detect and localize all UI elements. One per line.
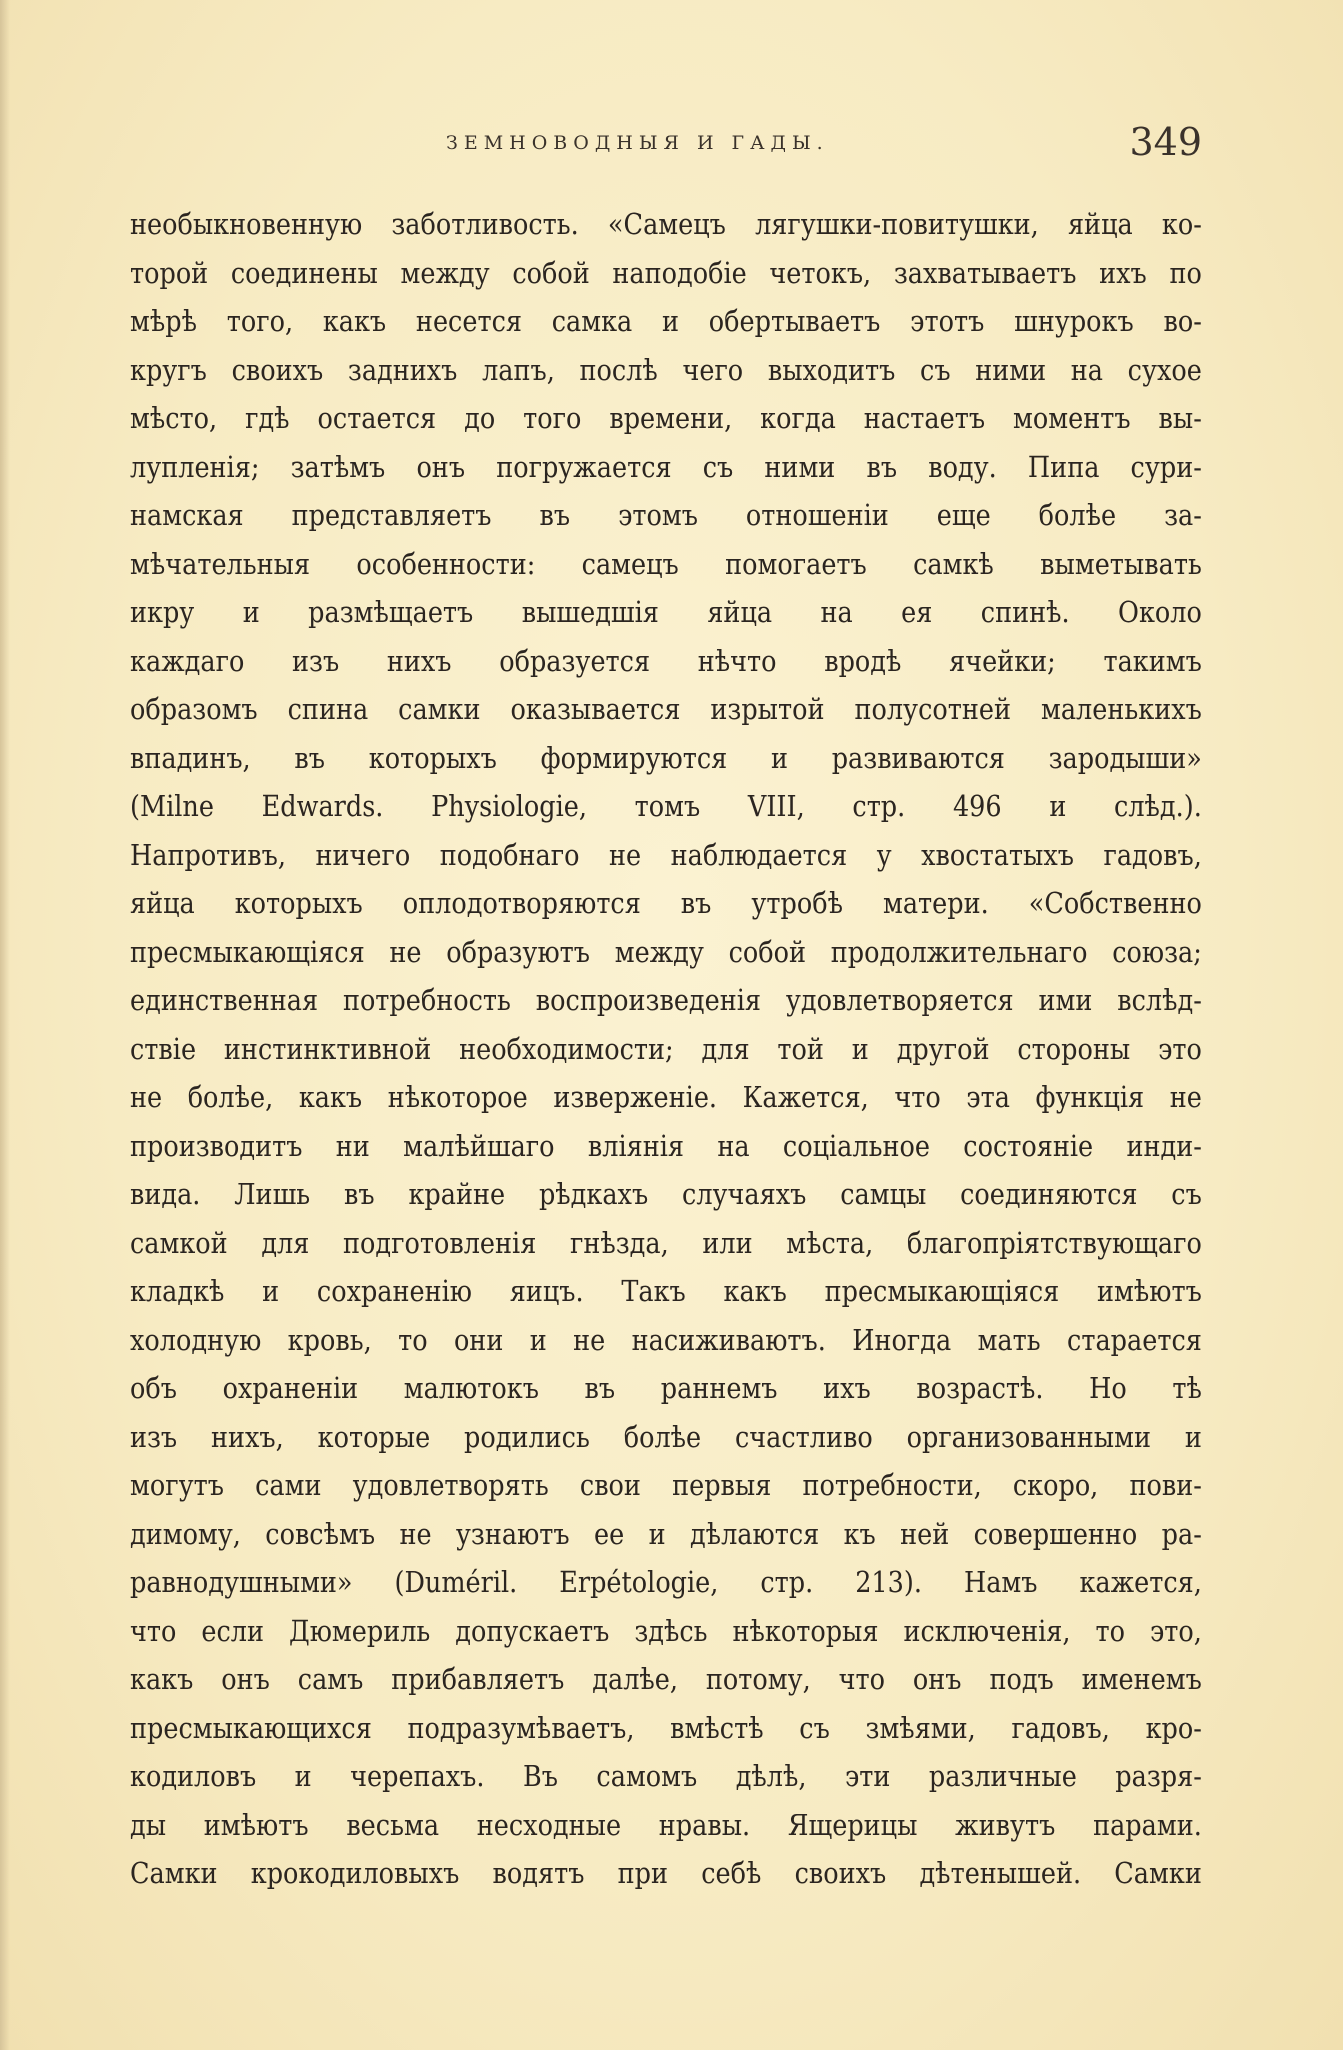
text-line: кодиловъ и черепахъ. Въ самомъ дѣлѣ, эти различные разря- <box>130 1759 1202 1793</box>
text-line: (Milne Edwards. Physiologie, томъ VIII, стр. 496 и слѣд.). <box>130 789 1202 823</box>
text-line: Напротивъ, ничего подобнаго не наблюдается у хвостатыхъ гадовъ, <box>130 837 1202 872</box>
text-line: изъ нихъ, которые родились болѣе счастливо организованными и <box>130 1419 1202 1454</box>
text-line: мѣрѣ того, какъ несется самка и обертываетъ этотъ шнурокъ во- <box>130 304 1202 338</box>
text-line: икру и размѣщаетъ вышедшія яйца на ея спинѣ. Около <box>130 595 1202 629</box>
page-spine-shadow <box>0 0 10 2050</box>
page-number: 349 <box>1129 120 1202 164</box>
text-line: не болѣе, какъ нѣкоторое изверженіе. Кажется, что эта функція не <box>130 1080 1202 1114</box>
text-line: ды имѣютъ весьма несходные нравы. Ящерицы живутъ парами. <box>130 1807 1202 1842</box>
page-header <box>130 120 1202 172</box>
text-line: производитъ ни малѣйшаго вліянія на соціальное состояніе инди- <box>130 1128 1202 1163</box>
text-line: вида. Лишь въ крайне рѣдкахъ случаяхъ самцы соединяются съ <box>130 1177 1202 1211</box>
text-line: лупленія; затѣмъ онъ погружается съ ними въ воду. Пипа сури- <box>130 449 1202 484</box>
body-text <box>130 200 1202 1898</box>
text-line: каждаго изъ нихъ образуется нѣчто вродѣ ячейки; такимъ <box>130 643 1202 678</box>
text-line: кладкѣ и сохраненію яицъ. Такъ какъ пресмыкающіяся имѣютъ <box>130 1274 1202 1308</box>
text-line: равнодушными» (Duméril. Erpétologie, стр. 213). Намъ кажется, <box>130 1565 1202 1599</box>
text-line: самкой для подготовленія гнѣзда, или мѣста, благопріятствующаго <box>130 1225 1202 1260</box>
text-line: димому, совсѣмъ не узнаютъ ее и дѣлаются къ ней совершенно ра- <box>130 1516 1202 1551</box>
text-line: образомъ спина самки оказывается изрытой полусотней маленькихъ <box>130 692 1202 726</box>
text-line: пресмыкающіяся не образуютъ между собой продолжительнаго союза; <box>130 934 1202 969</box>
text-line: какъ онъ самъ прибавляетъ далѣе, потому, что онъ подъ именемъ <box>130 1662 1202 1696</box>
text-line: необыкновенную заботливость. «Самецъ лягушки-повитушки, яйца ко- <box>130 207 1202 241</box>
text-line: мѣчательныя особенности: самецъ помогаетъ самкѣ выметывать <box>130 546 1202 581</box>
text-line: могутъ сами удовлетворять свои первыя потребности, скоро, пови- <box>130 1468 1202 1502</box>
text-line: мѣсто, гдѣ остается до того времени, когда настаетъ моментъ вы- <box>130 401 1202 435</box>
text-line: намская представляетъ въ этомъ отношеніи еще болѣе за- <box>130 498 1202 532</box>
text-line: впадинъ, въ которыхъ формируются и развиваются зародыши» <box>130 740 1202 775</box>
text-line: кругъ своихъ заднихъ лапъ, послѣ чего выходитъ съ ними на сухое <box>130 352 1202 387</box>
text-line: пресмыкающихся подразумѣваетъ, вмѣстѣ съ змѣями, гадовъ, кро- <box>130 1710 1202 1745</box>
text-line: единственная потребность воспроизведенія удовлетворяется ими вслѣд- <box>130 983 1202 1017</box>
text-line: что если Дюмериль допускаетъ здѣсь нѣкоторыя исключенія, то это, <box>130 1613 1202 1648</box>
text-line: ствіе инстинктивной необходимости; для той и другой стороны это <box>130 1031 1202 1066</box>
text-line: холодную кровь, то они и не насиживаютъ. Иногда мать старается <box>130 1322 1202 1357</box>
text-line: торой соединены между собой наподобіе четокъ, захватываетъ ихъ по <box>130 255 1202 290</box>
running-head: ЗЕМНОВОДНЫЯ И ГАДЫ. <box>446 132 829 154</box>
text-line: объ охраненіи малютокъ въ раннемъ ихъ возрастѣ. Но тѣ <box>130 1371 1202 1405</box>
text-line: Самки крокодиловыхъ водятъ при себѣ своихъ дѣтенышей. Самки <box>130 1856 1202 1890</box>
text-line: яйца которыхъ оплодотворяются въ утробѣ матери. «Собственно <box>130 886 1202 920</box>
